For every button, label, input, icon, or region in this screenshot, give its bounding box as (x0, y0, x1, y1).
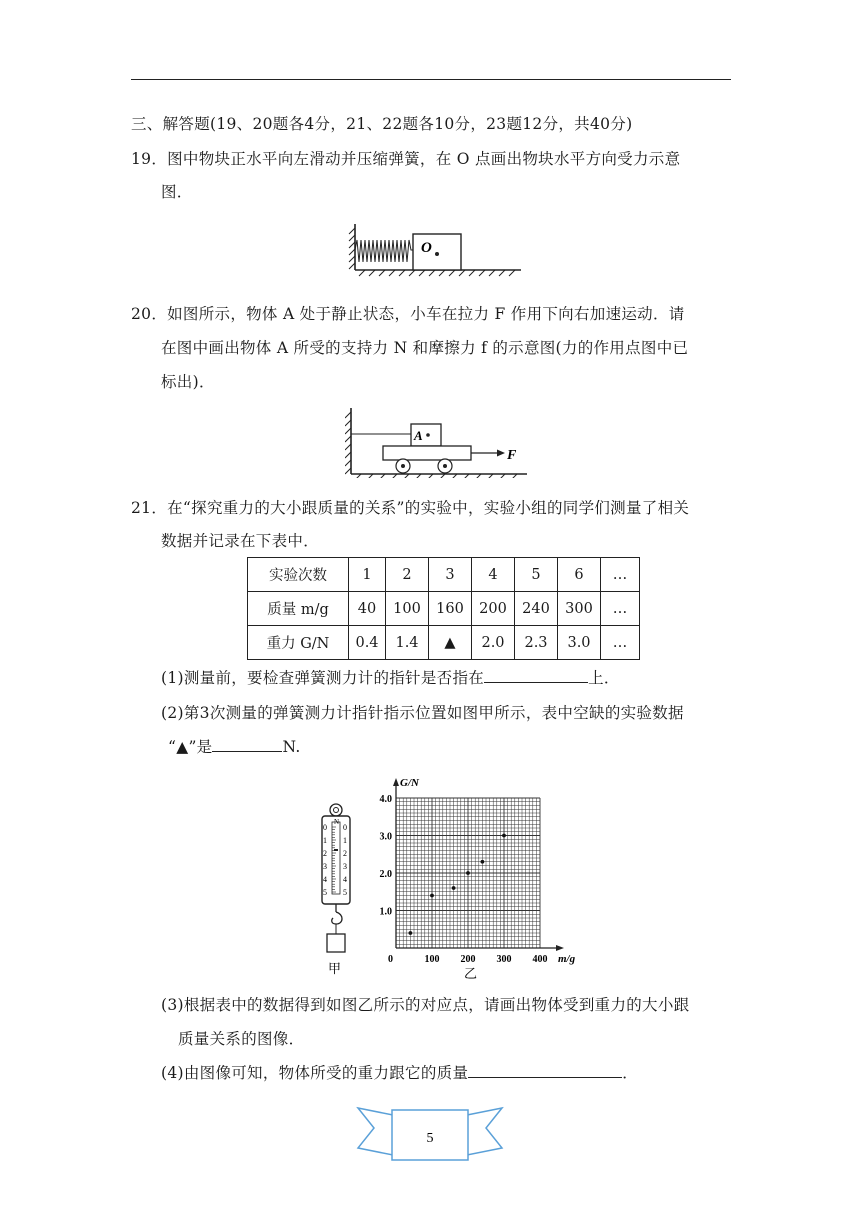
label-o: O (421, 240, 432, 256)
q21-sub1-end: 上． (588, 669, 620, 687)
hook-icon (332, 912, 342, 924)
answer-blank-4[interactable] (468, 1061, 622, 1078)
table-cell: 100 (386, 592, 429, 626)
table-cell: ▲ (429, 626, 472, 660)
y-tick-label: 1.0 (379, 906, 392, 918)
q19-line1: 19．图中物块正水平向左滑动并压缩弹簧，在 O 点画出物块水平方向受力示意 (131, 150, 681, 168)
table-cell: 0.4 (349, 626, 386, 660)
data-point (452, 886, 456, 890)
q21-sub2-start: “▲”是 (168, 738, 213, 756)
fig-yi-label: 乙 (464, 966, 478, 981)
table-cell: … (601, 592, 640, 626)
table-cell: 5 (515, 558, 558, 592)
label-a: A (414, 428, 423, 443)
q21-sub4 (161, 1061, 638, 1083)
y-tick-label: 2.0 (379, 869, 392, 880)
meter-scale-label: 5 (323, 888, 327, 897)
fig-jia-label: 甲 (328, 961, 342, 976)
y-axis-label: G/N (400, 777, 419, 789)
meter-scale-label: 5 (343, 888, 347, 897)
meter-scale-label: 4 (343, 875, 347, 884)
table-cell: 4 (472, 558, 515, 592)
x-tick-label: 100 (424, 954, 440, 965)
q21-line2: 数据并记录在下表中． (161, 532, 320, 550)
x-axis-arrow-icon (556, 945, 564, 951)
q19-spring-block-figure (345, 222, 525, 278)
x-tick-label: 200 (460, 954, 476, 965)
meter-scale-label: 1 (323, 836, 327, 845)
meter-scale-label: 0 (343, 823, 347, 832)
data-point (409, 931, 413, 935)
y-tick-label: 4.0 (379, 794, 392, 805)
table-cell: 240 (515, 592, 558, 626)
answer-blank-1[interactable] (484, 666, 588, 683)
ring-icon (330, 804, 342, 816)
q21-sub2-line2 (168, 735, 301, 757)
table-cell: … (601, 558, 640, 592)
header-rule (131, 79, 731, 80)
q21-line1: 21．在“探究重力的大小跟质量的关系”的实验中，实验小组的同学们测量了相关 (131, 499, 690, 517)
table-cell: 160 (429, 592, 472, 626)
meter-scale-label: 1 (343, 836, 347, 845)
answer-blank-2[interactable] (212, 735, 282, 752)
table-cell: 3 (429, 558, 472, 592)
meter-scale-label: 2 (323, 849, 327, 858)
meter-scale-label: 0 (323, 823, 327, 832)
q19-line2: 图． (161, 183, 193, 201)
x-tick-label: 300 (496, 954, 512, 965)
q21-sub2-end: N. (282, 738, 301, 756)
q21-sub4-text: (4)由图像可知，物体所受的重力跟它的质量 (161, 1064, 469, 1082)
meter-scale-label: 2 (343, 849, 347, 858)
x-tick-label: 400 (532, 954, 548, 965)
arrow-right-icon (497, 450, 505, 457)
data-table (247, 557, 640, 660)
x-axis-label: m/g (558, 953, 576, 965)
table-cell: 300 (558, 592, 601, 626)
page-number: 5 (426, 1131, 434, 1146)
y-tick-label: 3.0 (379, 831, 392, 843)
data-point (502, 834, 506, 838)
q21-sub4-end: ． (622, 1064, 639, 1082)
table-row (248, 592, 640, 626)
table-cell: 40 (349, 592, 386, 626)
spring-icon (355, 240, 413, 262)
table-cell: 质量 m/g (248, 592, 349, 626)
origin-label: 0 (388, 954, 393, 965)
cart-icon (383, 446, 471, 460)
table-cell: 2 (386, 558, 429, 592)
q20-line2: 在图中画出物体 A 所受的支持力 N 和摩擦力 f 的示意图(力的作用点图中已 (161, 339, 689, 357)
table-cell: 实验次数 (248, 558, 349, 592)
meter-scale-label: 4 (323, 875, 327, 884)
q21-sub3-line1: (3)根据表中的数据得到如图乙所示的对应点，请画出物体受到重力的大小跟 (161, 996, 690, 1014)
table-cell: 6 (558, 558, 601, 592)
table-cell: 2.0 (472, 626, 515, 660)
page-number-ribbon (354, 1104, 506, 1166)
data-point (466, 871, 470, 875)
weight-icon (327, 934, 345, 952)
table-cell: 2.3 (515, 626, 558, 660)
table-row (248, 558, 640, 592)
mass-weight-chart (360, 770, 590, 982)
table-row (248, 626, 640, 660)
q21-sub3-line2: 质量关系的图像． (178, 1030, 305, 1048)
table-cell: 1 (349, 558, 386, 592)
meter-scale-label: 3 (323, 862, 327, 871)
table-cell: 3.0 (558, 626, 601, 660)
table-cell: 重力 G/N (248, 626, 349, 660)
q21-sub1 (161, 666, 620, 688)
q21-sub1-text: (1)测量前，要检查弹簧测力计的指针是否指在 (161, 669, 485, 687)
table-cell: … (601, 626, 640, 660)
y-axis-arrow-icon (393, 778, 399, 786)
q20-line3: 标出)． (161, 373, 215, 391)
table-cell: 1.4 (386, 626, 429, 660)
table-cell: 200 (472, 592, 515, 626)
meter-scale-label: 3 (343, 862, 347, 871)
label-f: F (507, 448, 517, 463)
data-point (481, 860, 485, 864)
q20-line1: 20．如图所示，物体 A 处于静止状态，小车在拉力 F 作用下向右加速运动．请 (131, 305, 685, 323)
data-point (430, 894, 434, 898)
q20-cart-figure (345, 406, 535, 478)
spring-scale-figure (312, 800, 364, 980)
section-heading: 三、解答题(19、20题各4分，21、22题各10分，23题12分，共40分) (131, 115, 633, 133)
meter-n-label: N (334, 818, 340, 826)
q21-sub2-line1: (2)第3次测量的弹簧测力计指针指示位置如图甲所示，表中空缺的实验数据 (161, 704, 684, 722)
